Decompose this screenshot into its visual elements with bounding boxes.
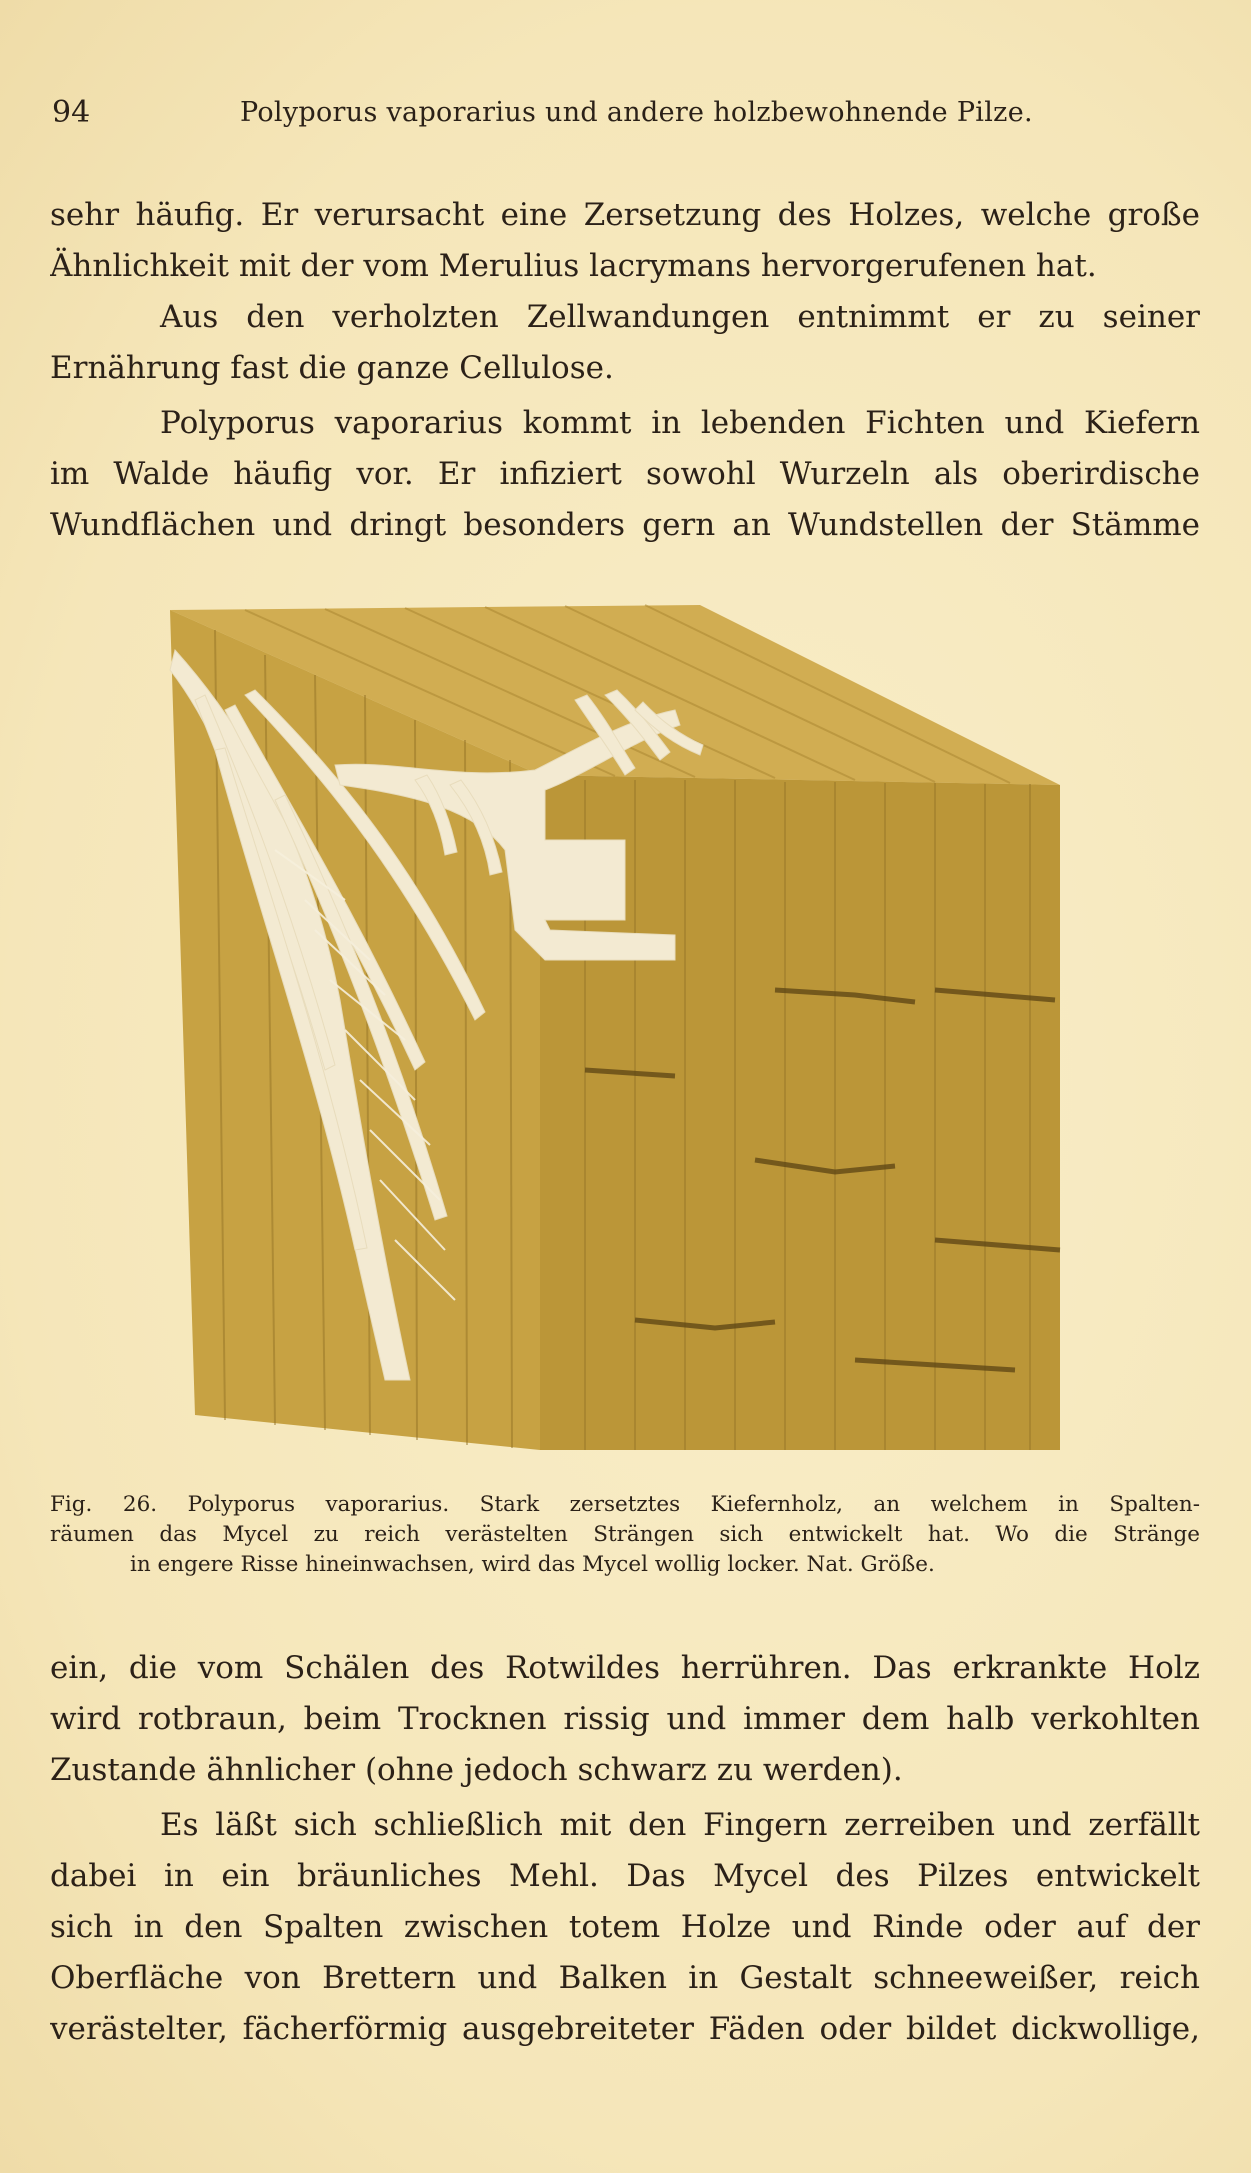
text-line: verästelter, fächerförmig ausgebreiteter Fäden oder bildet dickwollige,	[50, 2011, 1200, 2047]
text-line: Zustande ähnlicher (ohne jedoch schwarz zu werden).	[50, 1752, 903, 1788]
text-block-top	[50, 190, 1200, 551]
text-line: Wundflächen und dringt besonders gern an Wundstellen der Stämme	[50, 507, 1200, 543]
caption-line: in engere Risse hineinwachsen, wird das Mycel wollig locker. Nat. Größe.	[130, 1552, 935, 1577]
text-line: Es läßt sich schließlich mit den Fingern zerreiben und zerfällt	[160, 1807, 1200, 1843]
caption-line: Fig. 26. Polyporus vaporarius. Stark zersetztes Kiefernholz, an welchem in Spalten-	[50, 1492, 1200, 1517]
text-line: wird rotbraun, beim Trocknen rissig und immer dem halb verkohlten	[50, 1701, 1200, 1737]
text-line: sich in den Spalten zwischen totem Holze und Rinde oder auf der	[50, 1909, 1200, 1945]
text-line: Ähnlichkeit mit der vom Merulius lacrymans hervorgerufenen hat.	[50, 248, 1097, 284]
text-line: Polyporus vaporarius kommt in lebenden Fichten und Kiefern	[160, 405, 1200, 441]
text-line: im Walde häufig vor. Er infiziert sowohl Wurzeln als oberirdische	[50, 456, 1200, 492]
page-header	[52, 95, 1199, 135]
text-line: dabei in ein bräunliches Mehl. Das Mycel des Pilzes entwickelt	[50, 1858, 1200, 1894]
wood-block-illustration	[155, 600, 1085, 1460]
text-line: Oberfläche von Brettern und Balken in Gestalt schneeweißer, reich	[50, 1960, 1200, 1996]
running-title: Polyporus vaporarius und andere holzbewohnende Pilze.	[240, 97, 1033, 128]
text-line: Aus den verholzten Zellwandungen entnimmt er zu seiner	[160, 299, 1200, 335]
text-line: ein, die vom Schälen des Rotwildes herrühren. Das erkrankte Holz	[50, 1650, 1200, 1686]
text-block-bottom	[50, 1643, 1200, 2055]
text-line: sehr häufig. Er verursacht eine Zersetzung des Holzes, welche große	[50, 197, 1200, 233]
caption-line: räumen das Mycel zu reich verästelten Strängen sich entwickelt hat. Wo die Stränge	[50, 1522, 1200, 1547]
figure-caption	[50, 1490, 1200, 1580]
figure-wood-illustration	[155, 600, 1085, 1460]
page-number: 94	[52, 95, 91, 130]
text-line: Ernährung fast die ganze Cellulose.	[50, 350, 614, 386]
